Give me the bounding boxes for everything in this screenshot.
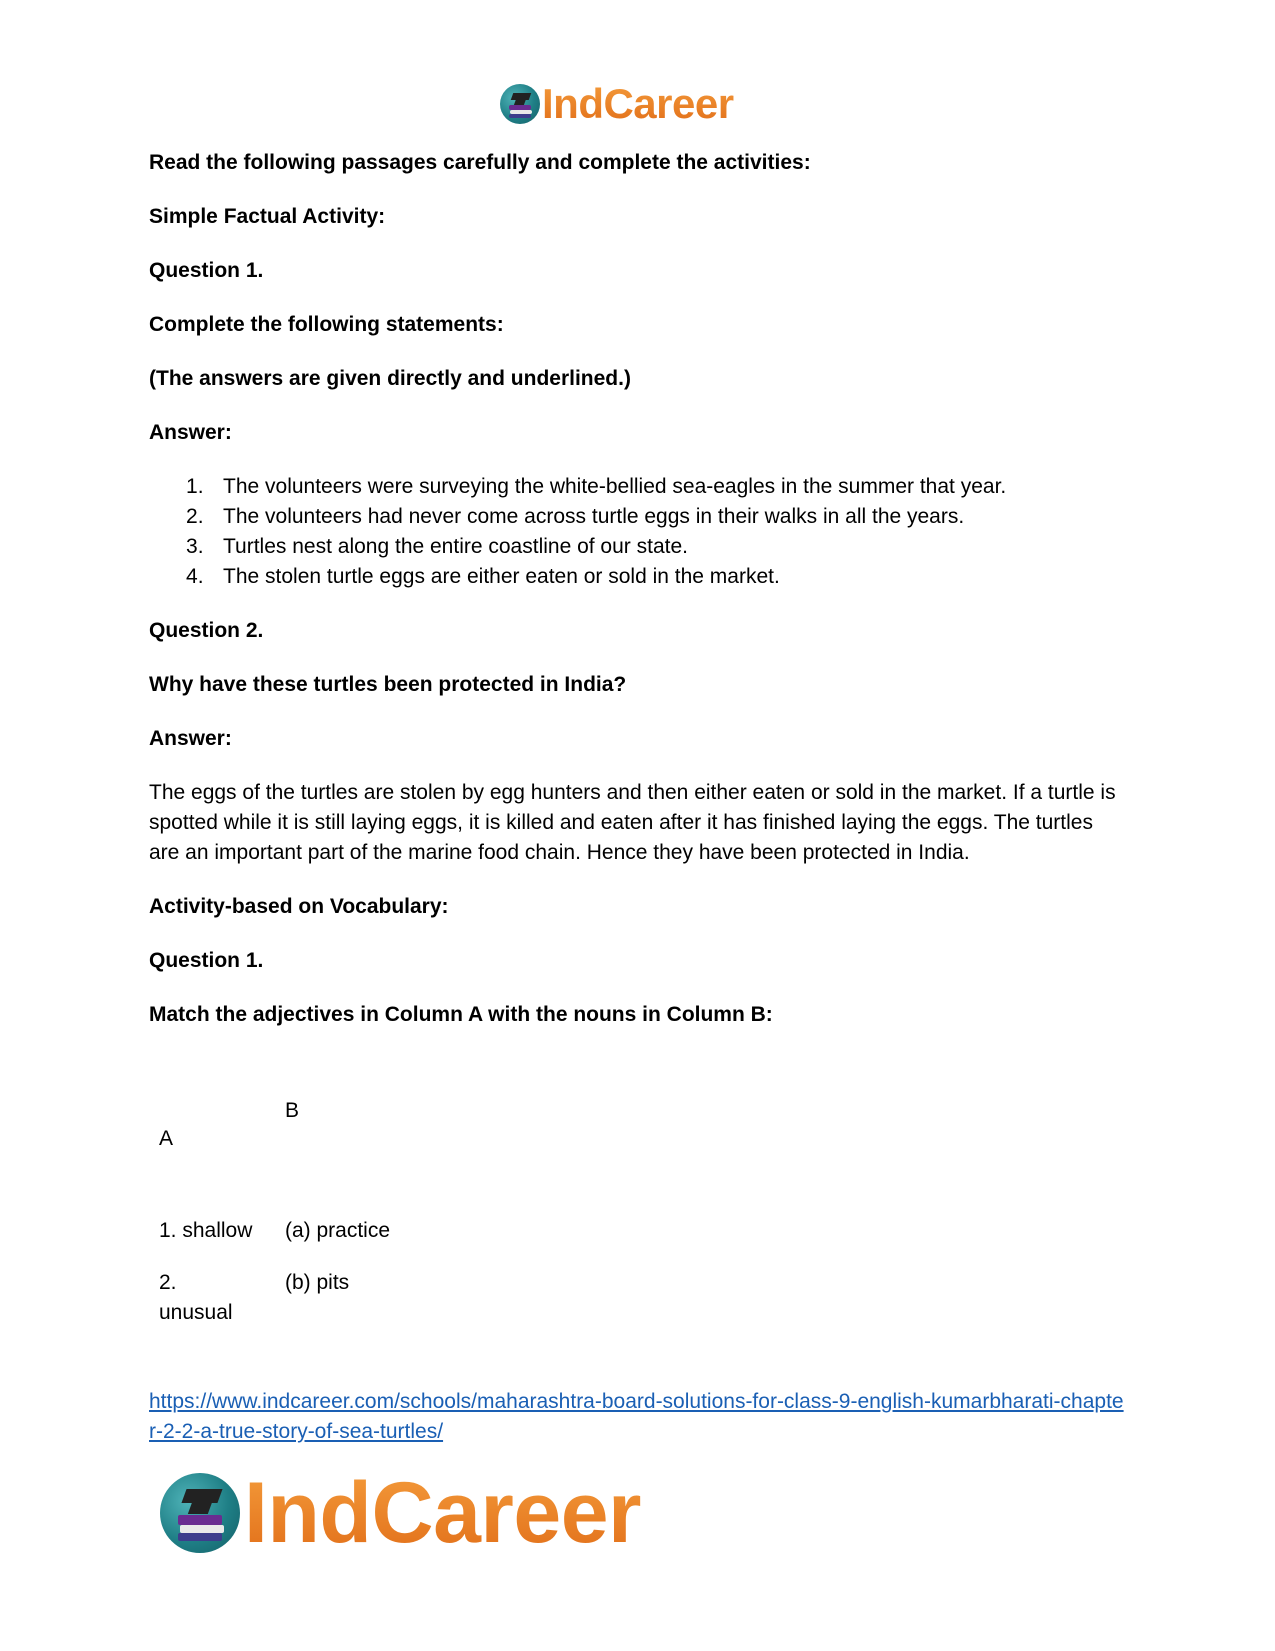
- cell-text: (b) pits: [285, 1271, 350, 1294]
- list-item: The volunteers had never come across turtle eggs in their walks in all the years.: [223, 505, 965, 528]
- table-row: [149, 1096, 485, 1216]
- table-cell-b: [285, 1216, 485, 1268]
- table-header-b: [285, 1096, 485, 1216]
- source-link[interactable]: https://www.indcareer.com/schools/maharashtra-board-solutions-for-class-9-english-kumarbharati-chapter-2-2-a-true-story-of-sea-turtles/: [149, 1390, 1124, 1443]
- question-2-prompt: Why have these turtles been protected in India?: [149, 673, 627, 696]
- question-1-note: (The answers are given directly and underlined.): [149, 367, 631, 390]
- intro-heading: Read the following passages carefully and complete the activities:: [149, 151, 811, 174]
- vocab-question-1-label: Question 1.: [149, 949, 264, 972]
- document-body: [149, 148, 1129, 1054]
- footer-logo: [160, 1465, 641, 1561]
- question-1-answer-label: Answer:: [149, 421, 232, 444]
- table-cell-a: [149, 1268, 285, 1328]
- match-table: [149, 1096, 485, 1328]
- cell-text: 1. shallow: [159, 1219, 253, 1242]
- section-title-vocabulary: Activity-based on Vocabulary:: [149, 895, 449, 918]
- table-header-a: [149, 1096, 285, 1216]
- header-b-text: B: [285, 1099, 300, 1122]
- graduation-cap-book-globe-icon: [160, 1473, 240, 1553]
- footer-logo-text: IndCareer: [244, 1465, 641, 1561]
- table-cell-a: [149, 1216, 285, 1268]
- cell-text: unusual: [159, 1301, 233, 1324]
- header-logo-text: IndCareer: [542, 80, 734, 127]
- table-cell-b: [285, 1268, 485, 1328]
- header-logo: [500, 80, 734, 128]
- vocab-question-1-prompt: Match the adjectives in Column A with the nouns in Column B:: [149, 1003, 773, 1026]
- question-1-label: Question 1.: [149, 259, 264, 282]
- header-a-text: A: [159, 1127, 174, 1150]
- table-row: [149, 1216, 485, 1268]
- table-row: [149, 1268, 485, 1328]
- question-2-answer-label: Answer:: [149, 727, 232, 750]
- list-item: The stolen turtle eggs are either eaten or sold in the market.: [223, 565, 780, 588]
- section-title-factual: Simple Factual Activity:: [149, 205, 386, 228]
- question-2-answer-text: The eggs of the turtles are stolen by egg hunters and then either eaten or sold in the market. If a turtle is spotted while it is still laying eggs, it is killed and eaten after it has finished laying the eggs. The turtles are an important part of the marine food chain. Hence they have been protected in India.: [149, 781, 1116, 864]
- cell-text: (a) practice: [285, 1219, 391, 1242]
- list-item: Turtles nest along the entire coastline of our state.: [223, 535, 688, 558]
- question-1-prompt: Complete the following statements:: [149, 313, 504, 336]
- list-item: The volunteers were surveying the white-bellied sea-eagles in the summer that year.: [223, 475, 1007, 498]
- question-1-answer-list: [149, 472, 1129, 592]
- graduation-cap-book-globe-icon: [500, 84, 540, 124]
- question-2-label: Question 2.: [149, 619, 264, 642]
- cell-text: 2.: [159, 1271, 177, 1294]
